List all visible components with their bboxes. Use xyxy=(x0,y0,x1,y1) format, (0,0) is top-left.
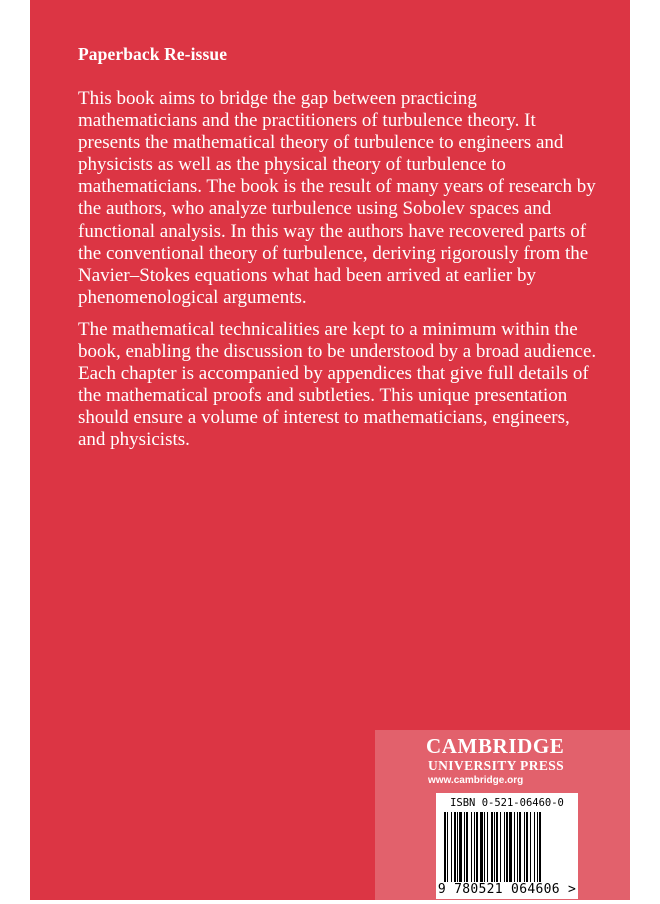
barcode-bar xyxy=(457,812,458,882)
barcode-bar xyxy=(487,812,488,882)
publisher-website: www.cambridge.org xyxy=(428,775,524,786)
barcode-bar xyxy=(471,812,472,882)
barcode-bar xyxy=(444,812,446,882)
isbn-number: ISBN 0-521-06460-0 xyxy=(450,797,564,809)
barcode-bar xyxy=(491,812,493,882)
barcode-bar xyxy=(484,812,485,882)
barcode-bar xyxy=(476,812,478,882)
barcode-bar xyxy=(454,812,456,882)
barcode-bar xyxy=(526,812,528,882)
barcode-bar xyxy=(459,812,462,882)
barcode-bar xyxy=(496,812,498,882)
barcode-bar xyxy=(534,812,535,882)
barcode-bar xyxy=(537,812,538,882)
barcode-bar xyxy=(500,812,501,882)
barcode-bar xyxy=(509,812,512,882)
publisher-logo-name: CAMBRIDGE xyxy=(426,734,565,758)
publisher-imprint-panel xyxy=(375,730,630,900)
isbn-barcode-label xyxy=(436,793,578,899)
barcode-bar xyxy=(466,812,468,882)
barcode-bar xyxy=(519,812,521,882)
barcode-bar xyxy=(451,812,452,882)
barcode-digits: 9 780521 064606 > xyxy=(437,882,577,897)
barcode-bar xyxy=(464,812,465,882)
publisher-press-name: UNIVERSITY PRESS xyxy=(428,758,565,773)
barcode-bar xyxy=(530,812,531,882)
description-paragraph-1: This book aims to bridge the gap between practicing mathematicians and the practitioners of turbulence theory. It presents the mathematical theory of turbulence to engineers and physicists as well as the physical theory of turbulence to mathematicians. The book is the result of many years of research by the authors, who analyze turbulence using Sobolev spaces and functional analysis. In this way the authors have recovered parts of the conventional theory of turbulence, deriving rigorously from the Navier–Stokes equations what had been arrived at earlier by phenomenological arguments. xyxy=(78,88,596,308)
barcode-bar xyxy=(474,812,475,882)
barcode-bar xyxy=(480,812,483,882)
barcode-bar xyxy=(494,812,495,882)
barcode-bar xyxy=(514,812,515,882)
description-paragraph-2: The mathematical technicalities are kept to a minimum within the book, enabling the discussion to be understood by a broad audience. Each chapter is accompanied by appendices that give full details of the mathematical proofs and subtleties. This unique presentation should ensure a volume of interest to mathematicians, engineers, and physicists. xyxy=(78,318,597,451)
book-description xyxy=(78,88,598,452)
reissue-heading: Paperback Re-issue xyxy=(78,44,228,64)
barcode-bar xyxy=(517,812,518,882)
barcode-bar xyxy=(447,812,448,882)
back-cover xyxy=(30,0,630,900)
barcode-bar xyxy=(506,812,508,882)
barcode-bar xyxy=(524,812,525,882)
barcode-image xyxy=(442,812,572,882)
barcode-bar xyxy=(539,812,541,882)
barcode-bar xyxy=(504,812,505,882)
